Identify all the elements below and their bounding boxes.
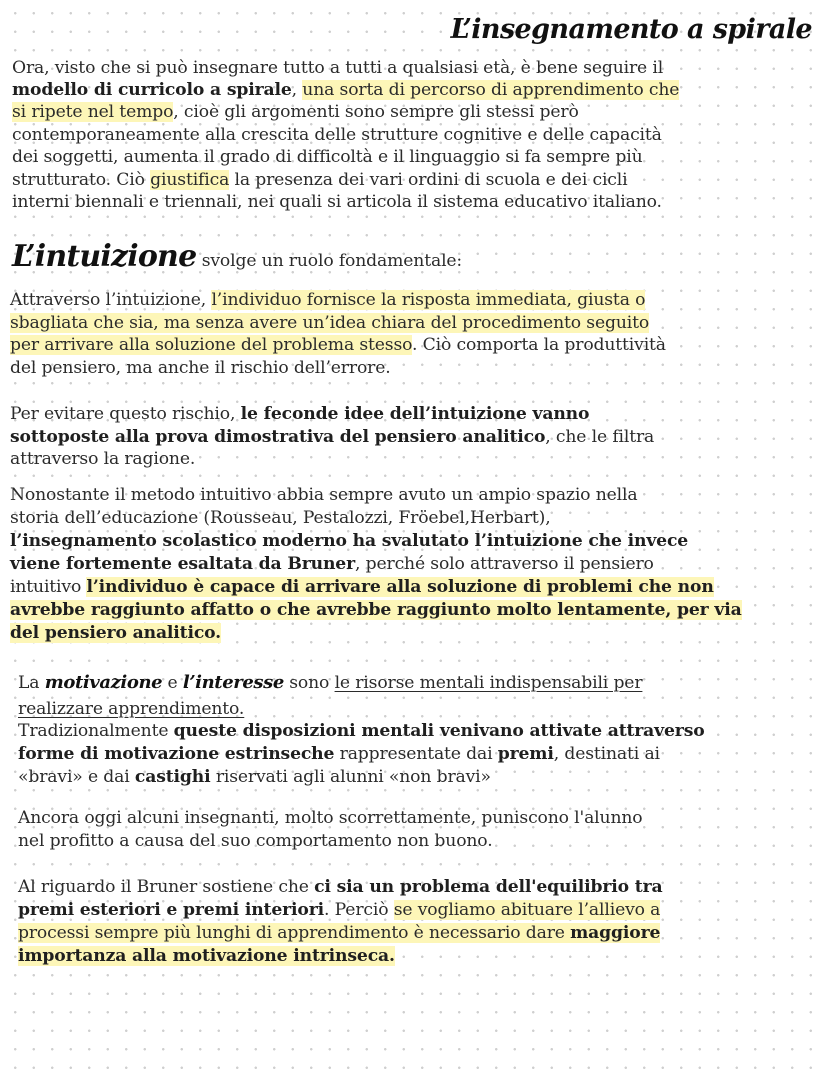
bold-term: premi esteriori e premi interiori	[18, 900, 325, 920]
bold-term: ci sia un problema dell'equilibrio tra	[314, 877, 663, 897]
text-line: modello di curricolo a spirale, una sorta di percorso di apprendimento che	[12, 80, 680, 100]
text-line: strutturato. Ciò giustifica la presenza dei vari ordini di scuola e dei cicli	[12, 170, 628, 190]
text-line: Per evitare questo rischio, le feconde idee dell’intuizione vanno	[10, 404, 590, 424]
text-line	[10, 599, 742, 621]
highlight: maggiore	[570, 923, 661, 943]
text-line: storia dell’educazione (Rousseau, Pestalozzi, Fröebel,Herbart),	[10, 508, 551, 528]
text-line: nel profitto a causa del suo comportamento non buono.	[18, 831, 493, 851]
text-line	[18, 945, 395, 967]
highlight: una sorta di percorso di apprendimento che	[302, 80, 680, 100]
bold-term: premi	[497, 744, 554, 764]
text-line: si ripete nel tempo, cioè gli argomenti sono sempre gli stessi però	[12, 102, 579, 122]
motivation-word: motivazione	[44, 672, 163, 693]
text-line: intuitivo l’individuo è capace di arrivare alla soluzione di problemi che non	[10, 577, 714, 597]
bold-term: castighi	[134, 767, 211, 787]
text-line: Attraverso l’intuizione, l’individuo fornisce la risposta immediata, giusta o	[10, 290, 646, 310]
text-line: Ora, visto che si può insegnare tutto a tutti a qualsiasi età, è bene seguire il	[12, 58, 664, 78]
underlined-text: realizzare apprendimento.	[18, 699, 245, 719]
bold-term: queste disposizioni mentali venivano attivate attraverso	[173, 721, 705, 741]
text-line: attraverso la ragione.	[10, 449, 196, 469]
highlight: se vogliamo abituare l’allievo a	[393, 900, 661, 920]
text-line: per arrivare alla soluzione del problema stesso. Ciò comporta la produttività	[10, 335, 666, 355]
section-heading: L’intuizione svolge un ruolo fondamentale:	[12, 239, 463, 274]
text-line: Nonostante il metodo intuitivo abbia sempre avuto un ampio spazio nella	[10, 485, 638, 505]
text-line: contemporaneamente alla crescita delle strutture cognitive e delle capacità	[12, 125, 662, 145]
text-line: Al riguardo il Bruner sostiene che ci sia un problema dell'equilibrio tra	[18, 877, 663, 897]
text-line: La motivazione e l’interesse sono le risorse mentali indispensabili per	[18, 672, 643, 693]
text-line: viene fortemente esaltata da Bruner, perché solo attraverso il pensiero	[10, 554, 654, 574]
highlight: del pensiero analitico.	[10, 623, 222, 643]
highlight: l’individuo fornisce la risposta immediata, giusta o	[211, 290, 646, 310]
text-line: forme di motivazione estrinseche rappresentate dai premi, destinati ai	[18, 744, 660, 764]
text-line: premi esteriori e premi interiori. Perciò se vogliamo abituare l’allievo a	[18, 900, 661, 920]
highlight: processi sempre più lunghi di apprendimento è necessario dare	[18, 923, 571, 943]
highlight: giustifica	[150, 170, 230, 190]
text-line	[10, 530, 688, 552]
text-line: Ancora oggi alcuni insegnanti, molto scorrettamente, puniscono l'alunno	[18, 808, 643, 828]
bold-term: forme di motivazione estrinseche	[18, 744, 335, 764]
bold-term: viene fortemente esaltata da Bruner	[10, 554, 355, 574]
bold-term: le feconde idee dell’intuizione vanno	[240, 404, 590, 424]
highlight: sbagliata che sia, ma senza avere un’idea chiara del procedimento seguito	[10, 313, 650, 333]
highlight: avrebbe raggiunto affatto o che avrebbe raggiunto molto lentamente, per via	[10, 600, 742, 620]
text-line	[18, 698, 244, 720]
interest-word: l’interesse	[182, 672, 284, 693]
underlined-text: le risorse mentali indispensabili per	[334, 673, 643, 693]
highlight: importanza alla motivazione intrinseca.	[18, 946, 395, 966]
bold-term: sottoposte alla prova dimostrativa del pensiero analitico	[10, 427, 546, 447]
highlight: per arrivare alla soluzione del problema stesso	[10, 335, 413, 355]
highlight: si ripete nel tempo	[12, 102, 174, 122]
bold-term: modello di curricolo a spirale	[12, 80, 292, 100]
bold-term: l’insegnamento scolastico moderno ha svalutato l’intuizione che invece	[10, 531, 689, 551]
text-line: «bravi» e dai castighi riservati agli alunni «non bravi»	[18, 767, 491, 787]
highlight: l’individuo è capace di arrivare alla soluzione di problemi che non	[86, 577, 714, 597]
text-line	[10, 622, 221, 644]
text-line: dei soggetti, aumenta il grado di difficoltà e il linguaggio si fa sempre più	[12, 147, 643, 167]
text-line: interni biennali e triennali, nei quali si articola il sistema educativo italiano.	[12, 192, 662, 212]
text-line: del pensiero, ma anche il rischio dell’errore.	[10, 358, 391, 378]
text-line	[10, 312, 649, 334]
text-line: sottoposte alla prova dimostrativa del pensiero analitico, che le filtra	[10, 427, 655, 447]
intuition-heading: L’intuizione	[12, 239, 197, 274]
page-title: L’insegnamento a spirale	[450, 14, 812, 45]
text-line: Tradizionalmente queste disposizioni mentali venivano attivate attraverso	[18, 721, 705, 741]
text-line	[18, 922, 660, 944]
